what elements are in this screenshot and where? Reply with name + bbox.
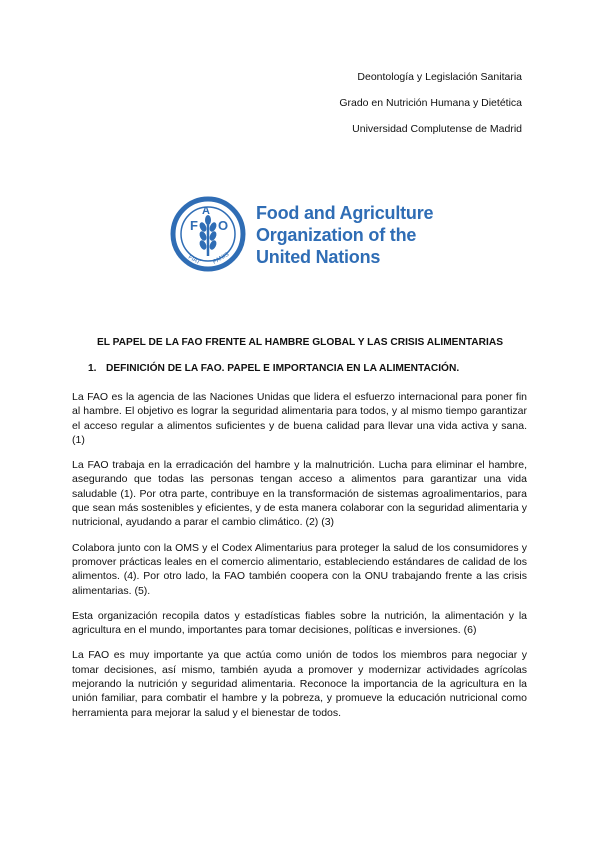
paragraph-4: Esta organización recopila datos y estadísticas fiables sobre la nutrición, la alimentación y la agricultura en el mundo, importantes para tomar decisiones, políticas e inversiones. (6) (72, 609, 527, 637)
logo-line-1: Food and Agriculture (256, 203, 434, 223)
logo-line-3: United Nations (256, 247, 381, 267)
svg-text:PANIS: PANIS (212, 251, 231, 266)
svg-text:A: A (202, 205, 210, 217)
document-header (339, 70, 522, 148)
header-course: Deontología y Legislación Sanitaria (357, 71, 522, 83)
logo-line-2: Organization of the (256, 225, 417, 245)
section-heading (88, 363, 459, 374)
header-degree: Grado en Nutrición Humana y Dietética (339, 97, 522, 109)
section-heading-text: DEFINICIÓN DE LA FAO. PAPEL E IMPORTANCIA EN LA ALIMENTACIÓN. (106, 363, 460, 374)
paragraph-1: La FAO es la agencia de las Naciones Unidas que lidera el esfuerzo internacional para poner fin al hambre. El objetivo es lograr la seguridad alimentaria para todos, y al mismo tiempo garantizar el acceso regular a alimentos suficientes y de buena calidad para llevar una vida activa y sana. (1) (72, 391, 527, 446)
header-university: Universidad Complutense de Madrid (352, 123, 522, 135)
svg-text:O: O (218, 218, 229, 233)
fao-logo (170, 196, 440, 272)
paragraph-3: Colabora junto con la OMS y el Codex Alimentarius para proteger la salud de los consumidores y promover prácticas leales en el comercio alimentario, estableciendo estándares de calidad de los alimentos. (4). Por otro lado, la FAO también coopera con la ONU trabajando frente a las crisis alimentarias. (5). (72, 541, 527, 597)
paragraph-5: La FAO es muy importante ya que actúa como unión de todos los miembros para negociar y tomar decisiones, así mismo, también ayuda a promover y modernizar actividades agrícolas mejorando la nutrición y seguridad alimentaria. Reconoce la importancia de la agricultura en la unión familiar, para combatir el hambre y la pobreza, y promueve la educación nutricional como herramienta para mejorar la salud y el bienestar de todos. (72, 649, 527, 719)
document-title: EL PAPEL DE LA FAO FRENTE AL HAMBRE GLOBAL Y LAS CRISIS ALIMENTARIAS (96, 337, 504, 348)
paragraph-2: La FAO trabaja en la erradicación del hambre y la malnutrición. Lucha para eliminar el hambre, asegurando que todas las personas tengan acceso a alimentos para garantizar una vida saludable (1). Por otra parte, contribuye en la transformación de sistemas agroalimentarios, para que sean más sostenibles y eficientes, y de esta manera colaborar con la seguridad alimentaria y nutricional, ayudando a parar el cambio climático. (2) (3) (72, 459, 527, 529)
fao-logo-wordmark (256, 202, 433, 268)
svg-text:F: F (190, 218, 198, 233)
document-body (72, 390, 527, 731)
section-number: 1. (88, 363, 97, 374)
svg-text:FIAT: FIAT (187, 254, 201, 267)
fao-emblem-icon (170, 196, 246, 272)
